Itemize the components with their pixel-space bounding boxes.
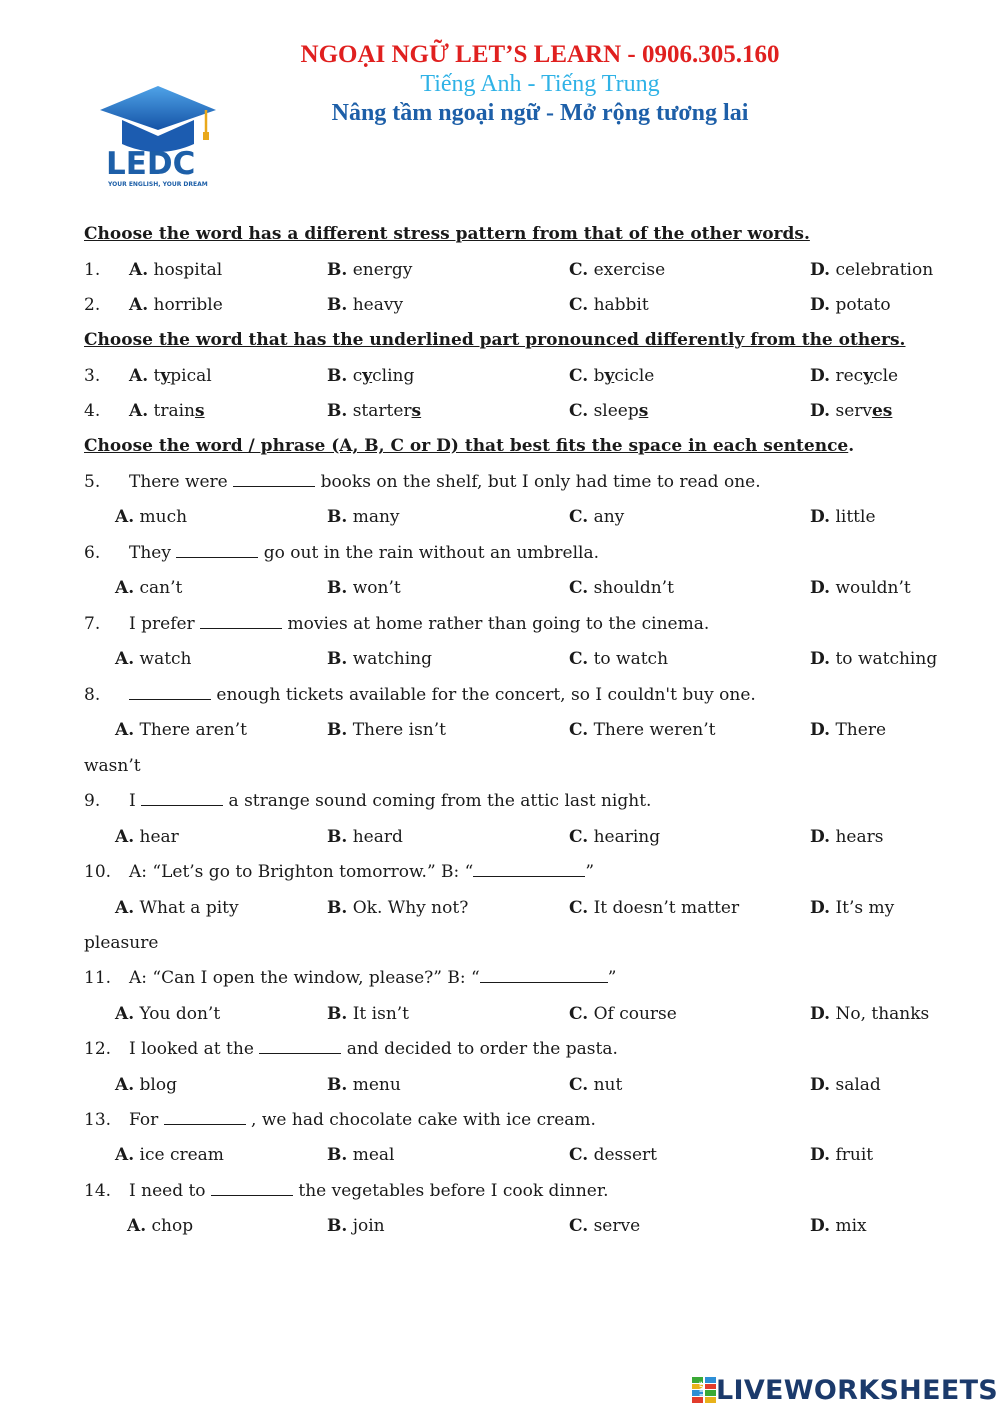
option-d[interactable]: D. to watching [810, 649, 938, 669]
question-2 [0, 293, 1000, 317]
option-a[interactable]: A. typical [129, 366, 212, 386]
question-8-options [0, 718, 1000, 742]
question-8-stem [0, 683, 1000, 707]
option-b[interactable]: B. energy [327, 260, 413, 280]
option-a[interactable]: A. hospital [129, 260, 223, 280]
question-6-options [0, 576, 1000, 600]
option-b[interactable]: B. menu [327, 1075, 401, 1095]
question-13-options [0, 1143, 1000, 1167]
question-number: 3. [84, 366, 101, 386]
option-a[interactable]: A. trains [129, 401, 205, 421]
svg-text:YOUR ENGLISH, YOUR DREAM: YOUR ENGLISH, YOUR DREAM [108, 181, 208, 188]
ledc-logo [92, 82, 222, 194]
option-d[interactable]: D. It’s my [810, 898, 895, 918]
option-b[interactable]: B. won’t [327, 578, 401, 598]
option-d[interactable]: D. little [810, 507, 876, 527]
header-title: NGOẠI NGỮ LET’S LEARN - 0906.305.160 [300, 41, 780, 68]
question-8-wrap [0, 754, 1000, 778]
option-a[interactable]: A. can’t [115, 578, 183, 598]
answer-blank[interactable] [211, 1179, 293, 1196]
question-text: I looked at the and decided to order the pasta. [129, 1039, 618, 1059]
option-d[interactable]: D. potato [810, 295, 891, 315]
question-5-options [0, 505, 1000, 529]
answer-blank[interactable] [480, 966, 608, 983]
option-c[interactable]: C. serve [569, 1216, 641, 1236]
option-a[interactable]: A. What a pity [115, 898, 239, 918]
question-number: 11. [84, 968, 112, 988]
question-11-options [0, 1002, 1000, 1026]
header-slogan: Nâng tầm ngoại ngữ - Mở rộng tương lai [331, 100, 749, 126]
option-a[interactable]: A. watch [115, 649, 192, 669]
option-d[interactable]: D. salad [810, 1075, 881, 1095]
option-d[interactable]: D. celebration [810, 260, 934, 280]
option-c[interactable]: C. habbit [569, 295, 649, 315]
question-9-stem [0, 789, 1000, 813]
option-b[interactable]: B. There isn’t [327, 720, 446, 740]
question-number: 8. [84, 685, 101, 705]
option-c[interactable]: C. shouldn’t [569, 578, 674, 598]
option-d[interactable]: D. mix [810, 1216, 867, 1236]
question-12-options [0, 1073, 1000, 1097]
question-number: 6. [84, 543, 101, 563]
option-a[interactable]: A. ice cream [115, 1145, 224, 1165]
question-10-wrap [0, 931, 1000, 955]
option-b[interactable]: B. heavy [327, 295, 404, 315]
answer-blank[interactable] [200, 612, 282, 629]
answer-blank[interactable] [129, 683, 211, 700]
answer-blank[interactable] [141, 789, 223, 806]
question-text: They go out in the rain without an umbrella. [129, 543, 600, 563]
question-13-stem [0, 1108, 1000, 1132]
option-d[interactable]: D. serves [810, 401, 893, 421]
option-d-continued: wasn’t [84, 756, 141, 776]
option-c[interactable]: C. to watch [569, 649, 669, 669]
option-b[interactable]: B. many [327, 507, 400, 527]
option-b[interactable]: B. heard [327, 827, 403, 847]
header-subtitle: Tiếng Anh - Tiếng Trung [420, 71, 660, 97]
question-text: enough tickets available for the concert, so I couldn't buy one. [129, 683, 756, 707]
option-d[interactable]: D. recycle [810, 366, 899, 386]
liveworksheets-badge-icon [692, 1377, 716, 1403]
question-11-stem [0, 966, 1000, 990]
option-c[interactable]: C. It doesn’t matter [569, 898, 740, 918]
question-6-stem [0, 541, 1000, 565]
answer-blank[interactable] [164, 1108, 246, 1125]
svg-text:LEDC: LEDC [106, 146, 196, 182]
option-b[interactable]: B. It isn’t [327, 1004, 409, 1024]
graduation-cap-icon [92, 82, 222, 194]
liveworksheets-logo[interactable] [692, 1374, 998, 1406]
question-5-stem [0, 470, 1000, 494]
question-7-options [0, 647, 1000, 671]
option-b[interactable]: B. starters [327, 401, 422, 421]
option-c[interactable]: C. dessert [569, 1145, 657, 1165]
option-c[interactable]: C. hearing [569, 827, 661, 847]
option-c[interactable]: C. bycicle [569, 366, 655, 386]
option-d[interactable]: D. No, thanks [810, 1004, 930, 1024]
section-heading-fill: Choose the word / phrase (A, B, C or D) that best fits the space in each sentence. [84, 436, 855, 456]
option-c[interactable]: C. Of course [569, 1004, 677, 1024]
question-number: 1. [84, 260, 101, 280]
question-10-stem [0, 860, 1000, 884]
option-b[interactable]: B. Ok. Why not? [327, 898, 469, 918]
question-text: I prefer movies at home rather than going to the cinema. [129, 614, 710, 634]
question-text: For , we had chocolate cake with ice cream. [129, 1110, 596, 1130]
question-number: 10. [84, 862, 112, 882]
question-7-stem [0, 612, 1000, 636]
answer-blank[interactable] [473, 860, 585, 877]
question-9-options [0, 825, 1000, 849]
question-3 [0, 364, 1000, 388]
answer-blank[interactable] [233, 470, 315, 487]
question-number: 9. [84, 791, 101, 811]
option-b[interactable]: B. meal [327, 1145, 395, 1165]
option-b[interactable]: B. join [327, 1216, 385, 1236]
question-number: 14. [84, 1181, 112, 1201]
question-10-options [0, 896, 1000, 920]
section-heading-stress: Choose the word has a different stress pattern from that of the other words. [84, 224, 810, 244]
option-d[interactable]: D. wouldn’t [810, 578, 911, 598]
question-4 [0, 399, 1000, 423]
question-number: 7. [84, 614, 101, 634]
option-a[interactable]: A. There aren’t [115, 720, 247, 740]
question-text: A: “Let’s go to Brighton tomorrow.” B: “ ” [129, 862, 595, 882]
question-14-options [0, 1214, 1000, 1238]
question-12-stem [0, 1037, 1000, 1061]
question-14-stem [0, 1179, 1000, 1203]
option-b[interactable]: B. watching [327, 649, 432, 669]
answer-blank[interactable] [259, 1037, 341, 1054]
question-text: There were books on the shelf, but I only had time to read one. [129, 472, 761, 492]
option-c[interactable]: C. sleeps [569, 401, 649, 421]
option-a[interactable]: A. You don’t [115, 1004, 221, 1024]
answer-blank[interactable] [176, 541, 258, 558]
question-number: 4. [84, 401, 101, 421]
section-heading-pronounce: Choose the word that has the underlined part pronounced differently from the others. [84, 330, 906, 350]
option-a[interactable]: A. much [115, 507, 188, 527]
option-d[interactable]: D. hears [810, 827, 884, 847]
option-c[interactable]: C. nut [569, 1075, 623, 1095]
option-d[interactable]: D. There [810, 720, 887, 740]
svg-text:LIVE: LIVE [699, 1381, 706, 1396]
question-number: 12. [84, 1039, 112, 1059]
question-number: 13. [84, 1110, 112, 1130]
option-c[interactable]: C. exercise [569, 260, 666, 280]
option-a[interactable]: A. chop [127, 1216, 194, 1236]
liveworksheets-wordmark: LIVEWORKSHEETS [716, 1374, 999, 1406]
option-d[interactable]: D. fruit [810, 1145, 874, 1165]
option-a[interactable]: A. blog [115, 1075, 177, 1095]
question-text: A: “Can I open the window, please?” B: “ ” [129, 968, 617, 988]
option-b[interactable]: B. cycling [327, 366, 415, 386]
question-text: I need to the vegetables before I cook dinner. [129, 1181, 609, 1201]
option-c[interactable]: C. any [569, 507, 625, 527]
option-d-continued: pleasure [84, 933, 159, 953]
option-c[interactable]: C. There weren’t [569, 720, 716, 740]
question-1 [0, 258, 1000, 282]
option-a[interactable]: A. horrible [129, 295, 223, 315]
question-number: 5. [84, 472, 101, 492]
question-number: 2. [84, 295, 101, 315]
question-text: I a strange sound coming from the attic last night. [129, 791, 652, 811]
option-a[interactable]: A. hear [115, 827, 179, 847]
